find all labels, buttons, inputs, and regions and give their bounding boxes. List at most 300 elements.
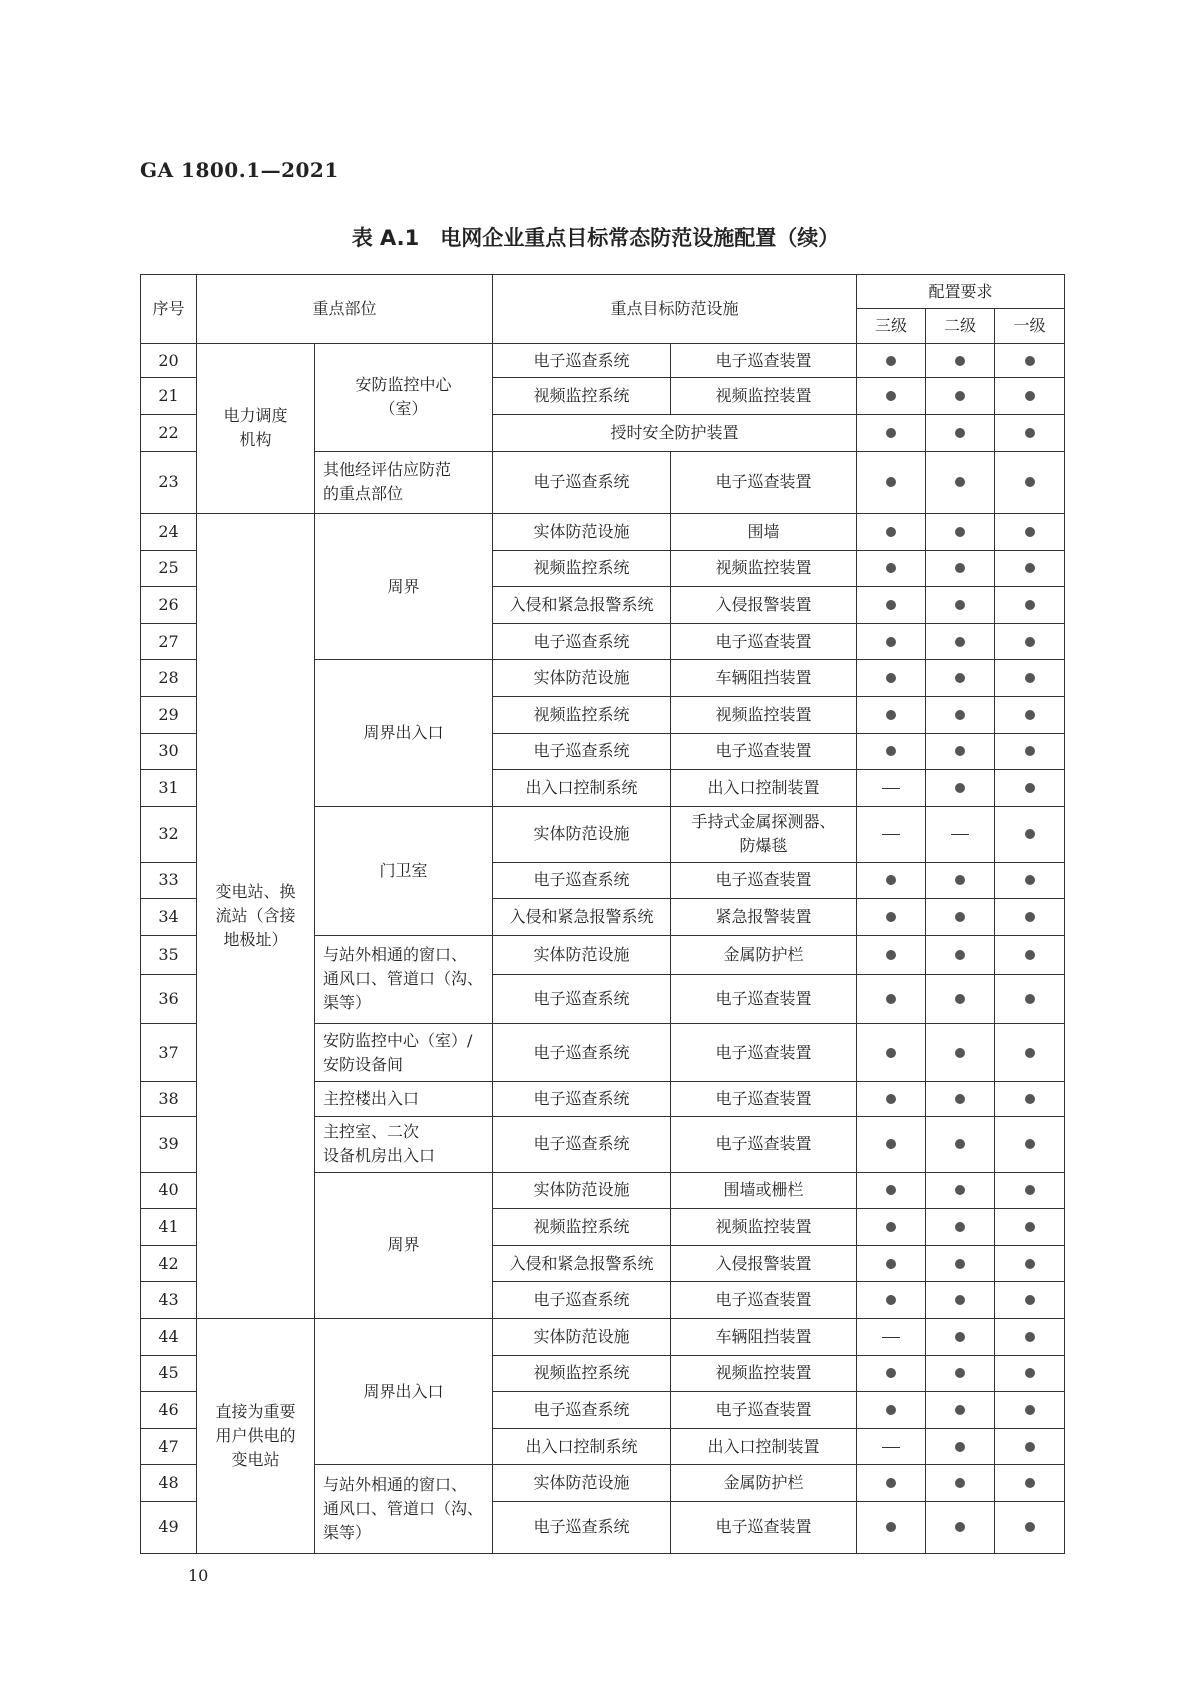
row-number: 33 (141, 862, 197, 899)
facility-system: 视频监控系统 (493, 1209, 671, 1246)
required-dot (955, 637, 965, 647)
required-dot (886, 1368, 896, 1378)
required-dot (1025, 994, 1035, 1004)
required-dot (886, 1048, 896, 1058)
document-code: GA 1800.1—2021 (140, 158, 339, 182)
requirement-cell (995, 343, 1065, 377)
facility-device: 电子巡查装置 (671, 862, 857, 899)
row-number: 30 (141, 733, 197, 770)
requirement-cell (926, 1282, 995, 1319)
required-dot (886, 477, 896, 487)
row-number: 46 (141, 1392, 197, 1429)
required-dot (955, 428, 965, 438)
required-dot (886, 1139, 896, 1149)
facility-system: 实体防范设施 (493, 1319, 671, 1356)
required-dot (955, 994, 965, 1004)
requirement-cell (926, 378, 995, 415)
requirement-cell (926, 1501, 995, 1553)
required-dot (955, 563, 965, 573)
requirement-cell (995, 1428, 1065, 1465)
required-dot (1025, 1368, 1035, 1378)
requirement-cell (926, 696, 995, 733)
required-dot (955, 875, 965, 885)
requirement-cell (857, 513, 926, 550)
facility-system: 电子巡查系统 (493, 1282, 671, 1319)
cell-line: 与站外相通的窗口、 (323, 945, 468, 965)
row-number: 24 (141, 513, 197, 550)
facility-device: 金属防护栏 (671, 935, 857, 974)
facility-system: 入侵和紧急报警系统 (493, 899, 671, 936)
facility-system: 电子巡查系统 (493, 1392, 671, 1429)
row-number: 23 (141, 451, 197, 513)
requirement-cell (857, 660, 926, 697)
requirement-cell (995, 1355, 1065, 1392)
required-dot (955, 1478, 965, 1488)
requirement-cell (995, 414, 1065, 451)
required-dot (886, 994, 896, 1004)
facility-device: 电子巡查装置 (671, 1082, 857, 1116)
facility-system: 视频监控系统 (493, 550, 671, 587)
requirement-cell (995, 660, 1065, 697)
required-dot (955, 783, 965, 793)
requirement-cell (926, 513, 995, 550)
required-dot (955, 673, 965, 683)
required-dot (886, 428, 896, 438)
requirement-cell (995, 1116, 1065, 1172)
facility-device: 围墙或栅栏 (671, 1172, 857, 1209)
requirement-cell (995, 770, 1065, 807)
facility-device: 围墙 (671, 513, 857, 550)
key-location-group (197, 1319, 315, 1554)
requirement-cell (995, 1282, 1065, 1319)
header-facility: 重点目标防范设施 (493, 275, 857, 344)
required-dot (886, 1259, 896, 1269)
cell-line: 变电站、换 (215, 881, 296, 901)
required-dot (1025, 1222, 1035, 1232)
required-dot (955, 1094, 965, 1104)
row-number: 31 (141, 770, 197, 807)
required-dot (1025, 600, 1035, 610)
requirement-cell (926, 414, 995, 451)
row-number: 39 (141, 1116, 197, 1172)
facility-device: 电子巡查装置 (671, 1501, 857, 1553)
cell-line: 主控楼出入口 (323, 1088, 420, 1108)
cell-line: 用户供电的 (215, 1426, 296, 1445)
requirement-cell (857, 862, 926, 899)
row-number: 42 (141, 1245, 197, 1282)
required-dot (1025, 391, 1035, 401)
requirement-cell (995, 1319, 1065, 1356)
facility-system: 实体防范设施 (493, 660, 671, 697)
requirement-cell (857, 806, 926, 862)
facility-device: 电子巡查装置 (671, 1024, 857, 1082)
table-title: 表 A.1 电网企业重点目标常态防范设施配置（续） (351, 226, 840, 250)
facility-system: 实体防范设施 (493, 806, 671, 862)
key-location-group (197, 513, 315, 1318)
requirement-cell (857, 1082, 926, 1116)
row-number: 47 (141, 1428, 197, 1465)
requirement-cell (995, 1209, 1065, 1246)
requirement-cell (857, 1116, 926, 1172)
requirement-cell (995, 806, 1065, 862)
facility-system: 电子巡查系统 (493, 733, 671, 770)
required-dot (955, 1139, 965, 1149)
requirement-cell (995, 513, 1065, 550)
requirement-cell (857, 1392, 926, 1429)
facility-device: 视频监控装置 (671, 550, 857, 587)
facility-system: 实体防范设施 (493, 513, 671, 550)
cell-line: 通风口、管道口（沟、 (323, 969, 484, 989)
facility-device: 入侵报警装置 (671, 1245, 857, 1282)
required-dot (886, 673, 896, 683)
requirement-cell (857, 587, 926, 624)
cell-line: 周界 (387, 576, 420, 596)
requirement-cell (995, 1501, 1065, 1553)
facility-system: 出入口控制系统 (493, 1428, 671, 1465)
required-dot (1025, 1442, 1035, 1452)
requirement-cell (926, 587, 995, 624)
requirement-cell (857, 378, 926, 415)
row-number: 35 (141, 935, 197, 974)
cell-line: 机构 (239, 430, 272, 450)
required-dot (886, 1222, 896, 1232)
required-dot (1025, 563, 1035, 573)
key-location-sub (315, 1319, 493, 1465)
key-location-sub (315, 513, 493, 659)
facility-system: 视频监控系统 (493, 378, 671, 415)
row-number: 20 (141, 343, 197, 377)
requirement-cell (857, 696, 926, 733)
key-location-sub (315, 1024, 493, 1082)
required-dot (1025, 1405, 1035, 1415)
requirement-cell (857, 343, 926, 377)
table-row (141, 513, 1065, 550)
required-dot (1025, 1478, 1035, 1488)
key-location-sub (315, 343, 493, 451)
required-dot (955, 1222, 965, 1232)
key-location-sub (315, 935, 493, 1023)
cell-line: 安防设备间 (323, 1054, 404, 1074)
cell-line: 主控室、二次 (323, 1122, 420, 1142)
facility-device: 电子巡查装置 (671, 343, 857, 377)
facility-device: 电子巡查装置 (671, 1392, 857, 1429)
required-dot (1025, 673, 1035, 683)
cell-line: 手持式金属探测器、 (691, 812, 836, 832)
table-row (141, 1319, 1065, 1356)
row-number: 44 (141, 1319, 197, 1356)
requirement-cell (857, 1282, 926, 1319)
required-dot (955, 1405, 965, 1415)
facility-device: 车辆阻挡装置 (671, 660, 857, 697)
requirement-cell (995, 862, 1065, 899)
facility-device: 电子巡查装置 (671, 733, 857, 770)
required-dot (955, 1522, 965, 1532)
facility-system: 电子巡查系统 (493, 862, 671, 899)
not-required-dash (951, 834, 969, 835)
not-required-dash (882, 1337, 900, 1338)
requirement-cell (926, 1245, 995, 1282)
facility-device: 视频监控装置 (671, 1355, 857, 1392)
requirement-cell (995, 623, 1065, 660)
requirement-cell (926, 1209, 995, 1246)
required-dot (955, 746, 965, 756)
required-dot (1025, 710, 1035, 720)
row-number: 40 (141, 1172, 197, 1209)
cell-line: 周界出入口 (363, 1381, 444, 1401)
required-dot (886, 875, 896, 885)
required-dot (955, 1259, 965, 1269)
requirement-cell (926, 1319, 995, 1356)
required-dot (955, 356, 965, 366)
requirement-cell (995, 1172, 1065, 1209)
requirement-cell (995, 378, 1065, 415)
required-dot (1025, 1139, 1035, 1149)
requirement-cell (995, 696, 1065, 733)
requirement-cell (926, 1024, 995, 1082)
facility-device: 电子巡查装置 (671, 1116, 857, 1172)
cell-line: 安防监控中心（室）/ (323, 1030, 473, 1050)
facility-system: 电子巡查系统 (493, 1501, 671, 1553)
header-level: 一级 (995, 309, 1065, 343)
requirement-cell (857, 623, 926, 660)
cell-line: 门卫室 (379, 860, 428, 880)
requirement-cell (857, 451, 926, 513)
key-location-sub (315, 1082, 493, 1116)
required-dot (955, 391, 965, 401)
requirement-cell (995, 974, 1065, 1024)
facility-system: 入侵和紧急报警系统 (493, 1245, 671, 1282)
facility-device: 车辆阻挡装置 (671, 1319, 857, 1356)
required-dot (886, 600, 896, 610)
row-number: 27 (141, 623, 197, 660)
cell-line: 周界出入口 (363, 723, 444, 742)
key-location-sub (315, 451, 493, 513)
required-dot (886, 1295, 896, 1305)
page-number: 10 (188, 1566, 209, 1585)
header-no: 序号 (141, 275, 197, 344)
key-location-sub (315, 1172, 493, 1318)
header-level: 三级 (857, 309, 926, 343)
facility-device: 视频监控装置 (671, 1209, 857, 1246)
requirement-cell (926, 770, 995, 807)
required-dot (1025, 637, 1035, 647)
cell-line: 电力调度 (223, 406, 288, 426)
key-location-sub (315, 660, 493, 806)
required-dot (886, 746, 896, 756)
requirement-cell (857, 1428, 926, 1465)
required-dot (1025, 1048, 1035, 1058)
requirement-cell (995, 451, 1065, 513)
cell-line: 其他经评估应防范 (323, 460, 452, 480)
cell-line: 与站外相通的窗口、 (323, 1475, 468, 1495)
key-location-sub (315, 1116, 493, 1172)
required-dot (955, 1368, 965, 1378)
facility-device: 电子巡查装置 (671, 623, 857, 660)
cell-line: 流站（含接 (215, 905, 296, 925)
required-dot (1025, 912, 1035, 922)
required-dot (1025, 1332, 1035, 1342)
row-number: 38 (141, 1082, 197, 1116)
facility-system: 电子巡查系统 (493, 1082, 671, 1116)
requirement-cell (857, 1501, 926, 1553)
requirement-cell (995, 550, 1065, 587)
requirement-cell (857, 733, 926, 770)
requirement-cell (857, 1465, 926, 1502)
facility-system: 电子巡查系统 (493, 623, 671, 660)
facility-system: 视频监控系统 (493, 696, 671, 733)
required-dot (1025, 829, 1035, 839)
required-dot (1025, 1295, 1035, 1305)
cell-line: 渠等） (323, 993, 372, 1013)
config-table (140, 274, 1065, 1554)
facility-system: 实体防范设施 (493, 1172, 671, 1209)
row-number: 26 (141, 587, 197, 624)
required-dot (886, 1478, 896, 1488)
row-number: 37 (141, 1024, 197, 1082)
header-level: 二级 (926, 309, 995, 343)
required-dot (955, 600, 965, 610)
requirement-cell (926, 1082, 995, 1116)
required-dot (886, 563, 896, 573)
required-dot (955, 950, 965, 960)
row-number: 28 (141, 660, 197, 697)
requirement-cell (926, 974, 995, 1024)
required-dot (955, 1332, 965, 1342)
row-number: 21 (141, 378, 197, 415)
required-dot (886, 710, 896, 720)
cell-line: 变电站 (231, 1450, 280, 1469)
requirement-cell (926, 1172, 995, 1209)
row-number: 22 (141, 414, 197, 451)
cell-line: （室） (379, 399, 428, 419)
required-dot (886, 1522, 896, 1532)
required-dot (886, 912, 896, 922)
row-number: 32 (141, 806, 197, 862)
required-dot (1025, 1522, 1035, 1532)
required-dot (955, 477, 965, 487)
requirement-cell (857, 1172, 926, 1209)
requirement-cell (926, 1116, 995, 1172)
requirement-cell (995, 899, 1065, 936)
required-dot (1025, 746, 1035, 756)
requirement-cell (926, 733, 995, 770)
requirement-cell (926, 623, 995, 660)
required-dot (1025, 356, 1035, 366)
facility-merged: 授时安全防护装置 (493, 414, 857, 451)
row-number: 34 (141, 899, 197, 936)
requirement-cell (857, 1024, 926, 1082)
requirement-cell (857, 1319, 926, 1356)
facility-device: 电子巡查装置 (671, 1282, 857, 1319)
required-dot (886, 1405, 896, 1415)
not-required-dash (882, 1447, 900, 1448)
facility-system: 电子巡查系统 (493, 451, 671, 513)
required-dot (1025, 1094, 1035, 1104)
requirement-cell (995, 1465, 1065, 1502)
requirement-cell (857, 550, 926, 587)
required-dot (955, 1442, 965, 1452)
requirement-cell (995, 1245, 1065, 1282)
cell-line: 安防监控中心 (355, 375, 452, 395)
required-dot (886, 527, 896, 537)
required-dot (955, 1048, 965, 1058)
facility-device: 紧急报警装置 (671, 899, 857, 936)
requirement-cell (926, 451, 995, 513)
not-required-dash (882, 788, 900, 789)
facility-device (671, 806, 857, 862)
table-row (141, 343, 1065, 377)
facility-system: 电子巡查系统 (493, 1024, 671, 1082)
required-dot (1025, 875, 1035, 885)
requirement-cell (926, 343, 995, 377)
required-dot (1025, 1185, 1035, 1195)
required-dot (1025, 1259, 1035, 1269)
requirement-cell (857, 1209, 926, 1246)
facility-system: 出入口控制系统 (493, 770, 671, 807)
row-number: 49 (141, 1501, 197, 1553)
required-dot (886, 637, 896, 647)
header-config: 配置要求 (857, 275, 1065, 309)
requirement-cell (995, 935, 1065, 974)
requirement-cell (995, 1392, 1065, 1429)
requirement-cell (926, 862, 995, 899)
row-number: 29 (141, 696, 197, 733)
requirement-cell (926, 660, 995, 697)
requirement-cell (995, 1082, 1065, 1116)
requirement-cell (857, 770, 926, 807)
cell-line: 周界 (387, 1235, 420, 1255)
requirement-cell (857, 974, 926, 1024)
facility-device: 电子巡查装置 (671, 974, 857, 1024)
facility-system: 电子巡查系统 (493, 1116, 671, 1172)
cell-line: 通风口、管道口（沟、 (323, 1499, 484, 1519)
requirement-cell (995, 587, 1065, 624)
key-location-group (197, 343, 315, 513)
requirement-cell (857, 1245, 926, 1282)
required-dot (955, 527, 965, 537)
required-dot (886, 1185, 896, 1195)
requirement-cell (926, 935, 995, 974)
requirement-cell (926, 1355, 995, 1392)
required-dot (1025, 477, 1035, 487)
facility-device: 视频监控装置 (671, 696, 857, 733)
header-row (141, 275, 1065, 309)
facility-device: 出入口控制装置 (671, 770, 857, 807)
requirement-cell (857, 414, 926, 451)
cell-line: 直接为重要 (215, 1402, 296, 1421)
header-location: 重点部位 (197, 275, 493, 344)
cell-line: 防爆毯 (739, 836, 788, 856)
facility-device: 视频监控装置 (671, 378, 857, 415)
requirement-cell (857, 899, 926, 936)
required-dot (955, 912, 965, 922)
facility-device: 入侵报警装置 (671, 587, 857, 624)
key-location-sub (315, 1465, 493, 1554)
facility-device: 出入口控制装置 (671, 1428, 857, 1465)
facility-system: 电子巡查系统 (493, 343, 671, 377)
requirement-cell (995, 733, 1065, 770)
requirement-cell (995, 1024, 1065, 1082)
required-dot (1025, 527, 1035, 537)
requirement-cell (926, 1465, 995, 1502)
required-dot (886, 950, 896, 960)
facility-system: 电子巡查系统 (493, 974, 671, 1024)
facility-system: 实体防范设施 (493, 935, 671, 974)
required-dot (886, 391, 896, 401)
cell-line: 的重点部位 (323, 484, 404, 504)
required-dot (886, 356, 896, 366)
facility-system: 入侵和紧急报警系统 (493, 587, 671, 624)
